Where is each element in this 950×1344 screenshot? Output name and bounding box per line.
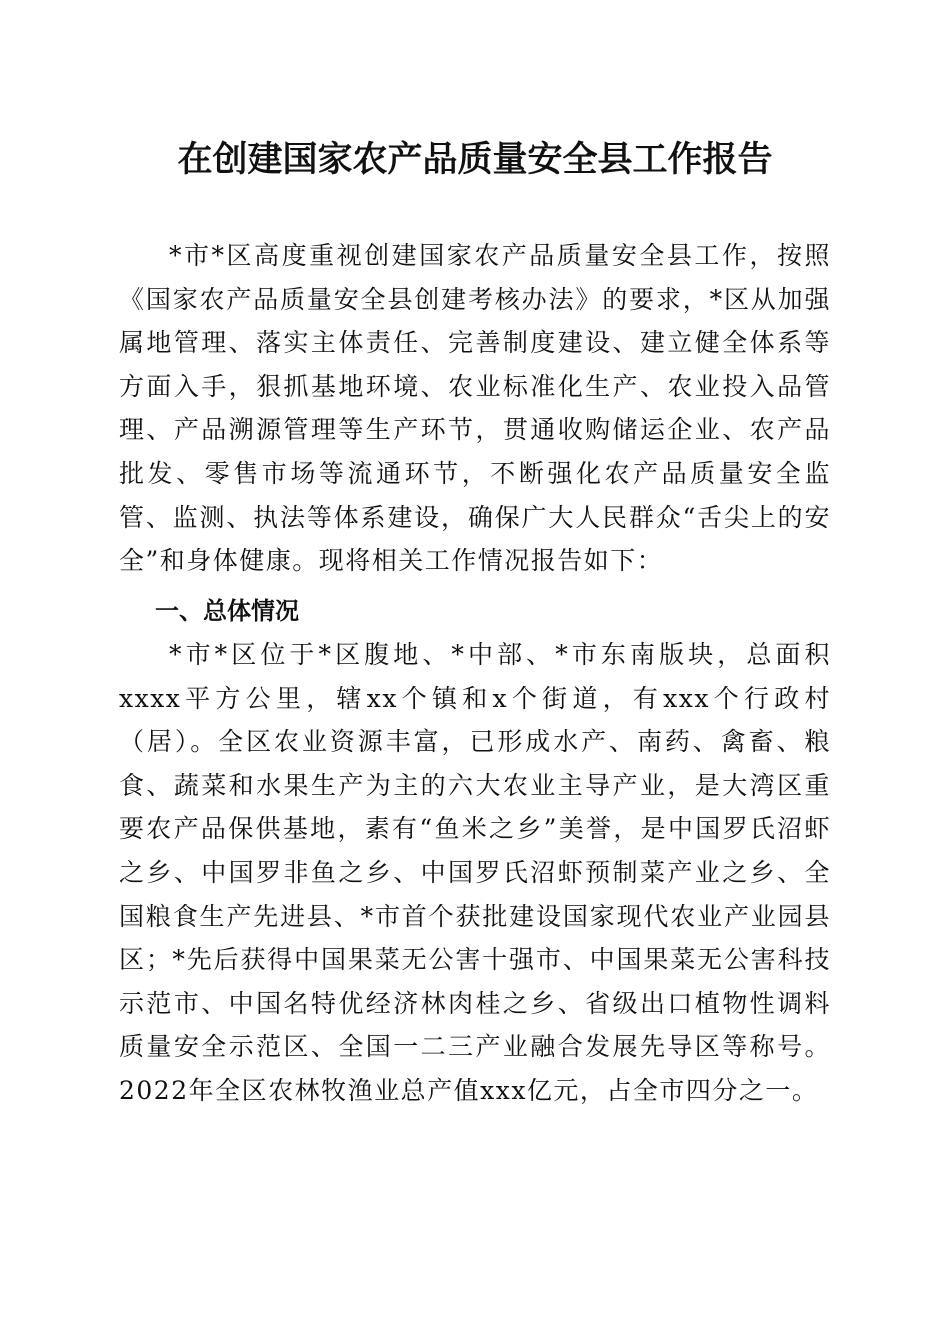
overview-paragraph: *市*区位于*区腹地、*中部、*市东南版块，总面积xxxx平方公里，辖xx个镇和x个街道，有xxx个行政村（居）。全区农业资源丰富，已形成水产、南药、禽畜、粮食、蔬菜和水果生产为主的六大农业主导产业，是大湾区重要农产品保供基地，素有“鱼米之乡”美誉，是中国罗氏沼虾之乡、中国罗非鱼之乡、中国罗氏沼虾预制菜产业之乡、全国粮食生产先进县、*市首个获批建设国家现代农业产业园县区；*先后获得中国果菜无公害十强市、中国果菜无公害科技示范市、中国名特优经济林肉桂之乡、省级出口植物性调料质量安全示范区、全国一二三产业融合发展先导区等称号。2022年全区农林牧渔业总产值xxx亿元，占全市四分之一。	[119, 640, 831, 1105]
intro-paragraph: *市*区高度重视创建国家农产品质量安全县工作，按照《国家农产品质量安全县创建考核办法》的要求，*区从加强属地管理、落实主体责任、完善制度建设、建立健全体系等方面入手，狠抓基地环境、农业标准化生产、农业投入品管理、产品溯源管理等生产环节，贯通收购储运企业、农产品批发、零售市场等流通环节，不断强化农产品质量安全监管、监测、执法等体系建设，确保广大人民群众“舌尖上的安全”和身体健康。现将相关工作情况报告如下：	[119, 241, 831, 576]
document-title: 在创建国家农产品质量安全县工作报告	[177, 139, 773, 180]
section-heading-overview: 一、总体情况	[155, 597, 299, 625]
